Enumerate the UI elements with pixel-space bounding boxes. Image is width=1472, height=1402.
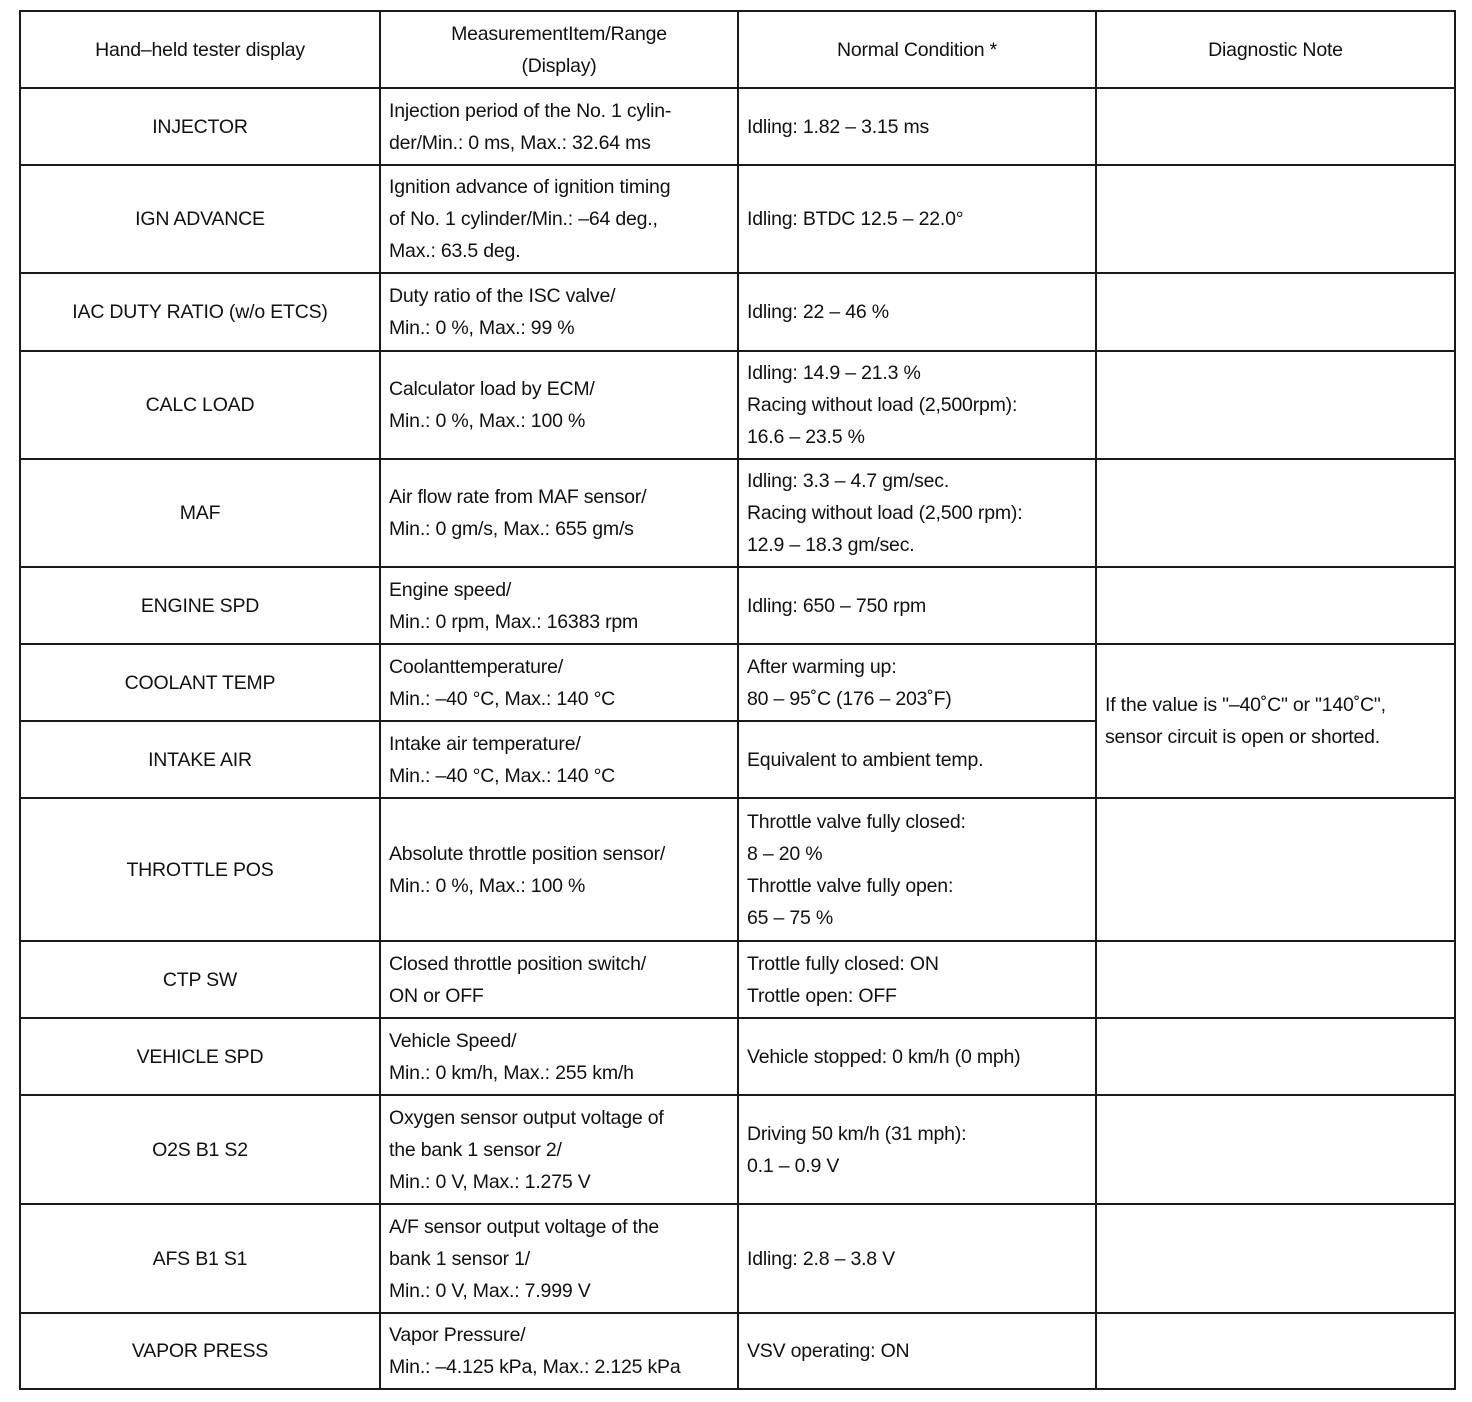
condition-line: Vehicle stopped: 0 km/h (0 mph) — [747, 1045, 1021, 1068]
condition-cell — [738, 1018, 1096, 1095]
measurement-cell — [380, 1018, 738, 1095]
condition-line: 0.1 – 0.9 V — [747, 1154, 840, 1177]
header-diagnostic-note-label: Diagnostic Note — [1208, 38, 1343, 61]
measurement-line: Min.: 0 V, Max.: 1.275 V — [389, 1170, 591, 1193]
measurement-cell — [380, 351, 738, 459]
measurement-line: ON or OFF — [389, 984, 484, 1007]
condition-cell — [738, 165, 1096, 273]
measurement-line: Min.: 0 gm/s, Max.: 655 gm/s — [389, 518, 634, 540]
measurement-line: Vehicle Speed/ — [389, 1029, 517, 1052]
table-row — [20, 567, 1455, 644]
table-row — [20, 798, 1455, 941]
measurement-line: Engine speed/ — [389, 578, 512, 601]
condition-cell — [738, 721, 1096, 798]
table-row — [20, 644, 1455, 721]
table-row — [20, 1313, 1455, 1389]
condition-cell — [738, 644, 1096, 721]
measurement-line: der/Min.: 0 ms, Max.: 32.64 ms — [389, 131, 651, 154]
note-line: If the value is "–40˚C" or "140˚C", — [1105, 694, 1386, 716]
measurement-cell — [380, 798, 738, 941]
note-cell — [1096, 88, 1455, 165]
header-measurement-range — [380, 11, 738, 88]
display-cell: INTAKE AIR — [20, 721, 380, 798]
table-row — [20, 1095, 1455, 1204]
measurement-line: Vapor Pressure/ — [389, 1324, 526, 1346]
measurement-cell — [380, 644, 738, 721]
note-cell — [1096, 567, 1455, 644]
header-normal-condition — [738, 11, 1096, 88]
header-normal-condition-label: Normal Condition * — [836, 38, 998, 61]
measurement-line: Ignition advance of ignition timing — [389, 176, 671, 198]
condition-line: Idling: 1.82 – 3.15 ms — [747, 115, 930, 138]
display-cell: CALC LOAD — [20, 351, 380, 459]
note-line: sensor circuit is open or shorted. — [1105, 726, 1380, 748]
condition-cell — [738, 273, 1096, 351]
measurement-line: Min.: 0 rpm, Max.: 16383 rpm — [389, 610, 639, 633]
condition-line: Idling: 14.9 – 21.3 % — [747, 362, 921, 384]
note-cell — [1096, 1018, 1455, 1095]
measurement-line: Oxygen sensor output voltage of — [389, 1106, 664, 1129]
measurement-cell — [380, 459, 738, 567]
measurement-line: Intake air temperature/ — [389, 732, 581, 755]
measurement-line: Max.: 63.5 deg. — [389, 240, 521, 262]
header-measurement-line2: (Display) — [521, 54, 597, 77]
measurement-cell — [380, 941, 738, 1018]
temp-sensor-note-cell — [1096, 644, 1455, 798]
condition-line: Throttle valve fully open: — [747, 874, 954, 897]
condition-line: 16.6 – 23.5 % — [747, 426, 865, 448]
measurement-line: Min.: 0 V, Max.: 7.999 V — [389, 1279, 591, 1302]
condition-line: 12.9 – 18.3 gm/sec. — [747, 534, 915, 556]
condition-line: Racing without load (2,500rpm): — [747, 394, 1018, 416]
measurement-line: Absolute throttle position sensor/ — [389, 842, 666, 865]
measurement-line: A/F sensor output voltage of the — [389, 1215, 660, 1238]
condition-line: Trottle fully closed: ON — [747, 952, 939, 975]
condition-line: Trottle open: OFF — [747, 984, 897, 1007]
measurement-line: Min.: 0 km/h, Max.: 255 km/h — [389, 1061, 634, 1084]
note-cell — [1096, 351, 1455, 459]
measurement-line: Calculator load by ECM/ — [389, 378, 595, 400]
condition-cell — [738, 798, 1096, 941]
note-cell — [1096, 941, 1455, 1018]
table-row — [20, 88, 1455, 165]
note-cell — [1096, 459, 1455, 567]
measurement-line: Air flow rate from MAF sensor/ — [389, 486, 647, 508]
header-measurement-line1: MeasurementItem/Range — [451, 22, 667, 45]
condition-line: Driving 50 km/h (31 mph): — [747, 1122, 967, 1145]
display-cell: INJECTOR — [20, 88, 380, 165]
condition-line: 65 – 75 % — [747, 906, 834, 929]
measurement-line: Min.: –4.125 kPa, Max.: 2.125 kPa — [389, 1356, 681, 1378]
measurement-line: Min.: 0 %, Max.: 100 % — [389, 410, 586, 432]
condition-line: Idling: BTDC 12.5 – 22.0° — [747, 208, 964, 230]
note-cell — [1096, 273, 1455, 351]
condition-line: 80 – 95˚C (176 – 203˚F) — [747, 687, 952, 710]
measurement-cell — [380, 165, 738, 273]
condition-line: Idling: 3.3 – 4.7 gm/sec. — [747, 470, 950, 492]
measurement-line: Coolanttemperature/ — [389, 655, 563, 678]
note-cell — [1096, 165, 1455, 273]
measurement-line: Duty ratio of the ISC valve/ — [389, 285, 616, 307]
display-cell: O2S B1 S2 — [20, 1095, 380, 1204]
display-cell: IGN ADVANCE — [20, 165, 380, 273]
measurement-line: Min.: –40 °C, Max.: 140 °C — [389, 687, 616, 710]
measurement-cell — [380, 1313, 738, 1389]
condition-line: Racing without load (2,500 rpm): — [747, 502, 1023, 524]
display-cell: ENGINE SPD — [20, 567, 380, 644]
condition-line: After warming up: — [747, 655, 897, 678]
note-cell — [1096, 798, 1455, 941]
condition-line: 8 – 20 % — [747, 842, 823, 865]
note-cell — [1096, 1095, 1455, 1204]
table-row — [20, 165, 1455, 273]
table-row — [20, 459, 1455, 567]
measurement-line: of No. 1 cylinder/Min.: –64 deg., — [389, 208, 658, 230]
display-cell: AFS B1 S1 — [20, 1204, 380, 1313]
measurement-cell — [380, 1095, 738, 1204]
header-tester-display-label: Hand–held tester display — [95, 38, 305, 61]
display-cell: COOLANT TEMP — [20, 644, 380, 721]
condition-line: Idling: 650 – 750 rpm — [747, 594, 927, 617]
table-row — [20, 941, 1455, 1018]
condition-cell — [738, 567, 1096, 644]
condition-cell — [738, 1313, 1096, 1389]
condition-line: VSV operating: ON — [747, 1340, 910, 1362]
table-row — [20, 273, 1455, 351]
display-cell: IAC DUTY RATIO (w/o ETCS) — [20, 273, 380, 351]
condition-cell — [738, 1095, 1096, 1204]
note-cell — [1096, 1204, 1455, 1313]
display-cell: VEHICLE SPD — [20, 1018, 380, 1095]
table-row — [20, 1018, 1455, 1095]
table-row — [20, 351, 1455, 459]
condition-cell — [738, 351, 1096, 459]
condition-cell — [738, 1204, 1096, 1313]
header-row — [20, 11, 1455, 88]
measurement-cell — [380, 567, 738, 644]
condition-cell — [738, 459, 1096, 567]
condition-line: Idling: 2.8 – 3.8 V — [747, 1247, 895, 1270]
measurement-line: bank 1 sensor 1/ — [389, 1247, 530, 1270]
note-cell — [1096, 1313, 1455, 1389]
header-tester-display — [20, 11, 380, 88]
condition-line: Equivalent to ambient temp. — [747, 748, 984, 771]
display-cell: CTP SW — [20, 941, 380, 1018]
measurement-line: Min.: –40 °C, Max.: 140 °C — [389, 764, 616, 787]
measurement-cell — [380, 721, 738, 798]
measurement-line: Injection period of the No. 1 cylin- — [389, 99, 672, 122]
measurement-cell — [380, 1204, 738, 1313]
measurement-cell — [380, 273, 738, 351]
table-row — [20, 1204, 1455, 1313]
display-cell: THROTTLE POS — [20, 798, 380, 941]
measurement-line: Min.: 0 %, Max.: 100 % — [389, 874, 586, 897]
measurement-line: Min.: 0 %, Max.: 99 % — [389, 317, 575, 339]
diagnostic-data-table — [19, 10, 1456, 1390]
header-diagnostic-note — [1096, 11, 1455, 88]
condition-line: Idling: 22 – 46 % — [747, 301, 889, 323]
condition-cell — [738, 941, 1096, 1018]
display-cell: MAF — [20, 459, 380, 567]
condition-line: Throttle valve fully closed: — [747, 810, 966, 833]
measurement-line: Closed throttle position switch/ — [389, 952, 646, 975]
measurement-line: the bank 1 sensor 2/ — [389, 1138, 562, 1161]
measurement-cell — [380, 88, 738, 165]
display-cell: VAPOR PRESS — [20, 1313, 380, 1389]
condition-cell — [738, 88, 1096, 165]
